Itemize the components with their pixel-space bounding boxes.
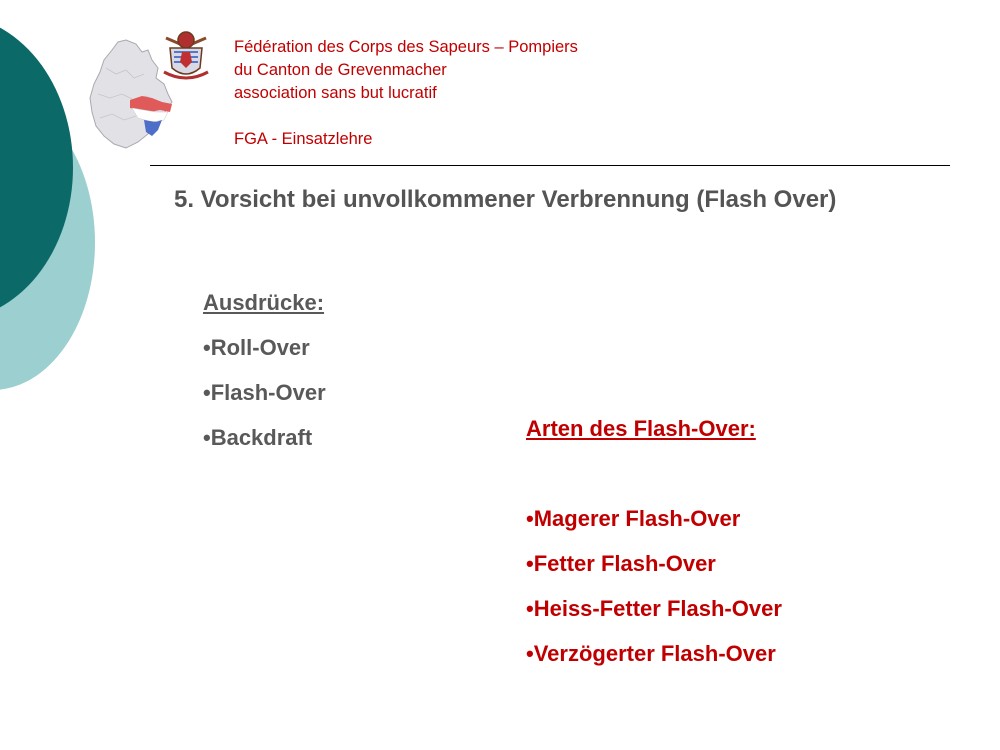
header-line-1: Fédération des Corps des Sapeurs – Pompiers [234,38,578,56]
terms-item: •Backdraft [203,425,313,450]
flashover-types-list [526,416,782,686]
terms-item: •Flash-Over [203,380,326,405]
header-divider [150,165,950,166]
terms-list [203,290,326,470]
terms-heading: Ausdrücke: [203,290,325,315]
terms-item: •Roll-Over [203,335,310,360]
types-item: •Fetter Flash-Over [526,551,716,576]
types-item: •Magerer Flash-Over [526,506,741,531]
slide-title: 5. Vorsicht bei unvollkommener Verbrennung (Flash Over) [174,186,837,213]
types-heading: Arten des Flash-Over: [526,416,756,441]
types-item: •Heiss-Fetter Flash-Over [526,596,782,621]
federation-header [234,36,578,151]
federation-crest-icon [160,28,212,84]
types-item: •Verzögerter Flash-Over [526,641,776,666]
header-line-3: association sans but lucratif [234,84,437,102]
header-subtitle: FGA - Einsatzlehre [234,130,373,148]
header-line-2: du Canton de Grevenmacher [234,61,447,79]
